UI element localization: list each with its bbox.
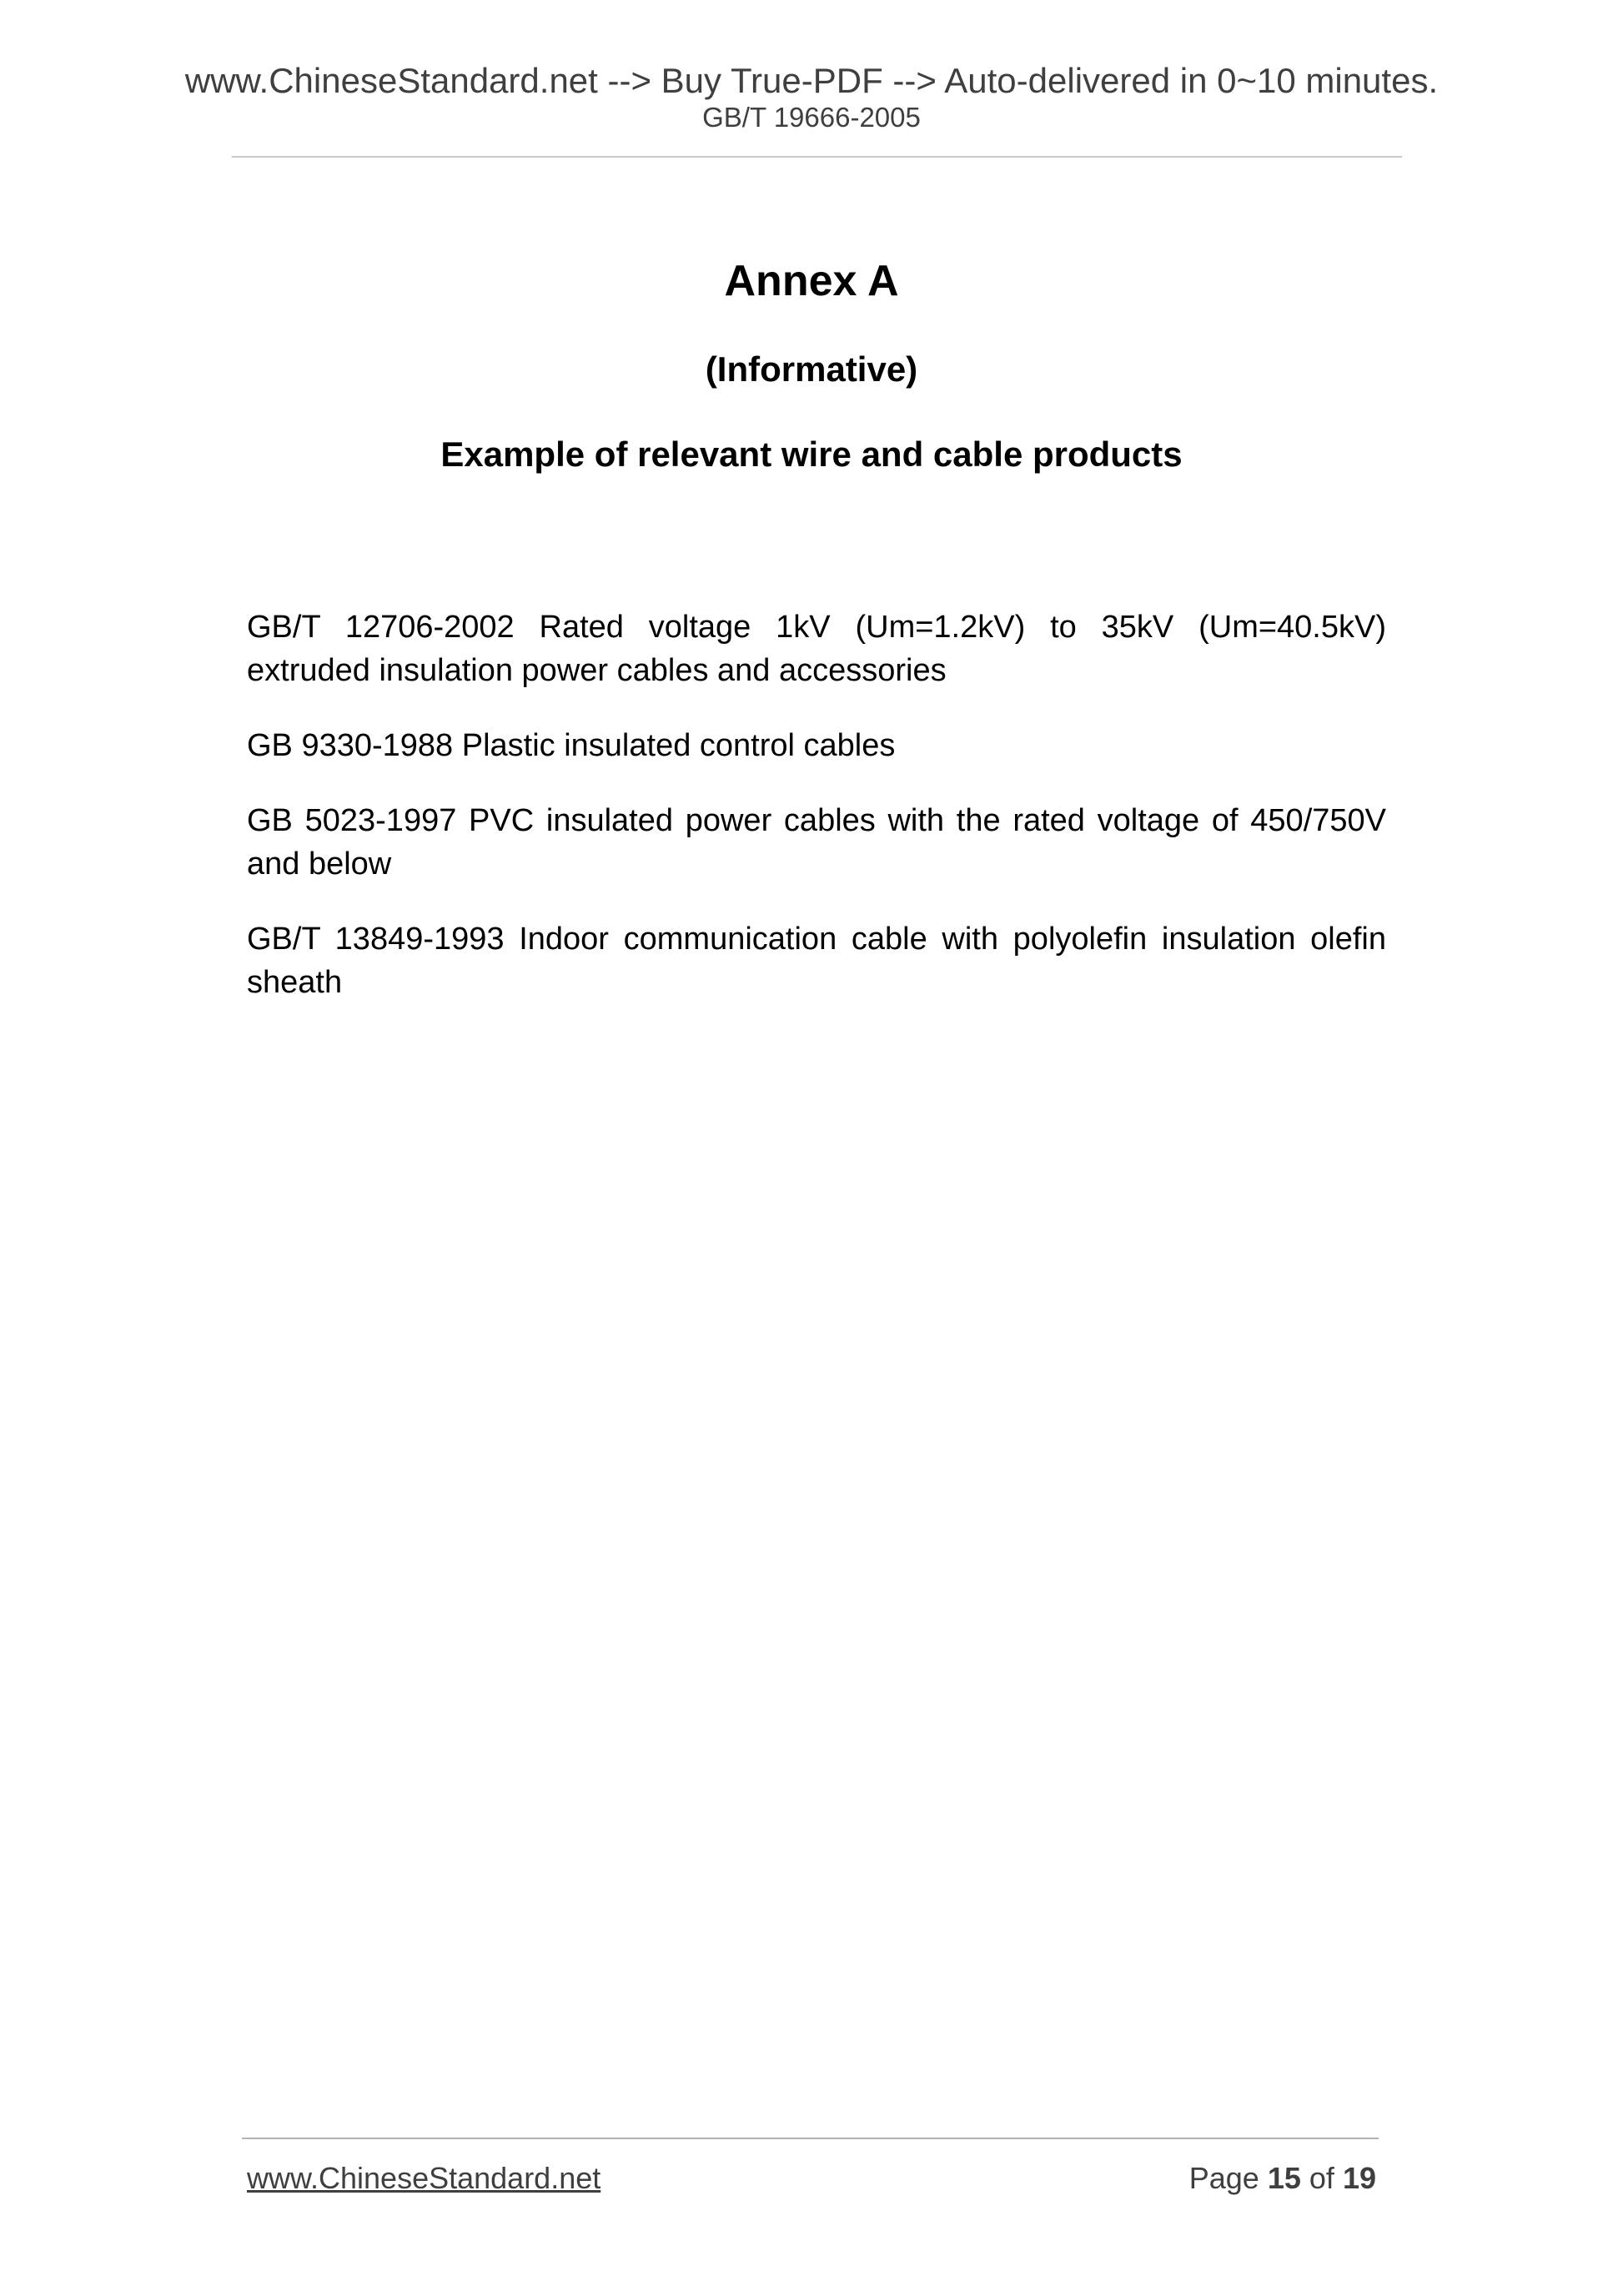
annex-heading: Example of relevant wire and cable products (440, 435, 1183, 474)
header-divider (232, 156, 1402, 158)
page-counter (1189, 2160, 1376, 2196)
standard-code: GB/T 19666-2005 (702, 102, 921, 133)
reference-item: GB 9330-1988 Plastic insulated control cables (247, 728, 896, 763)
reference-item: GB/T 13849-1993 Indoor communication cable with polyolefin insulation olefin sheath (247, 922, 1386, 1000)
footer-divider (242, 2138, 1379, 2139)
page-total: 19 (1342, 2161, 1376, 2195)
annex-title: Annex A (724, 257, 899, 305)
page-label: Page (1188, 2161, 1259, 2195)
reference-list (247, 605, 1386, 1036)
annex-subtitle: (Informative) (705, 349, 918, 389)
page-current: 15 (1267, 2161, 1301, 2195)
reference-item: GB 5023-1997 PVC insulated power cables with the rated voltage of 450/750V and below (247, 803, 1386, 882)
footer-website-link[interactable]: www.ChineseStandard.net (247, 2161, 601, 2195)
reference-item: GB/T 12706-2002 Rated voltage 1kV (Um=1.2kV) to 35kV (Um=40.5kV) extruded insulation power cables and accessories (247, 610, 1386, 688)
header-banner: www.ChineseStandard.net --> Buy True-PDF --> Auto-delivered in 0~10 minutes. (184, 61, 1439, 100)
page-of-label: of (1309, 2161, 1334, 2195)
